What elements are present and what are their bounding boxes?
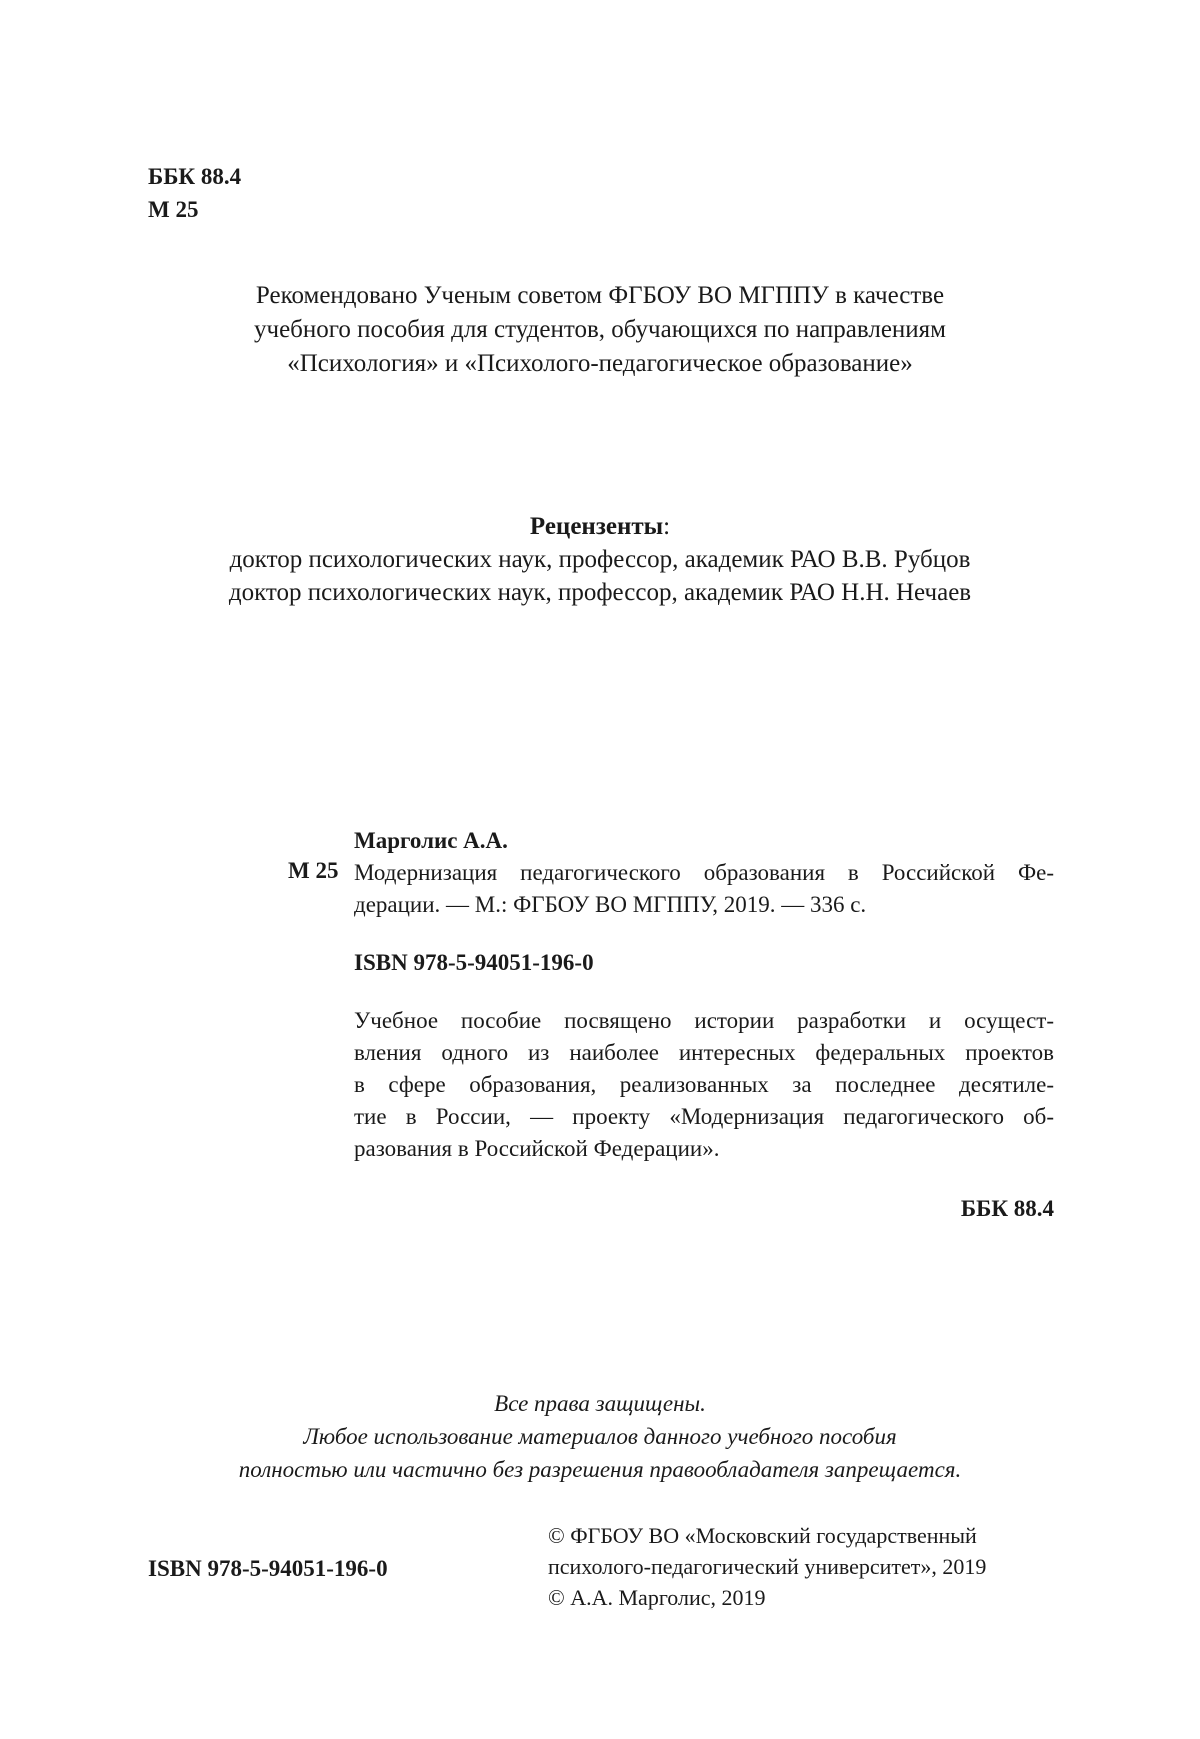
bbk-block: [148, 160, 241, 226]
rights-line: полностью или частично без разрешения правообладателя запрещается.: [238, 1457, 962, 1482]
catalog-abstract-line: разования в Российской Федерации».: [354, 1136, 720, 1161]
reviewer-line: доктор психологических наук, профессор, академик РАО В.В. Рубцов: [229, 546, 971, 573]
rights-line: Все права защищены.: [494, 1391, 706, 1416]
reviewer-line: доктор психологических наук, профессор, академик РАО Н.Н. Нечаев: [228, 579, 972, 606]
catalog-abstract-line: в сфере образования, реализованных за последнее десятиле-: [354, 1072, 1054, 1097]
catalog-abstract-line: Учебное пособие посвящено истории разработки и осущест-: [354, 1008, 1054, 1033]
catalog-author: Марголис А.А.: [354, 828, 508, 853]
catalog-card: [354, 825, 1054, 1225]
recommendation-line: учебного пособия для студентов, обучающихся по направлениям: [254, 316, 946, 343]
reviewers-block: [0, 510, 1200, 609]
bbk-code: ББК 88.4: [148, 164, 242, 189]
copyright-line: психолого-педагогический университет», 2019: [548, 1554, 987, 1579]
catalog-description-line: дерации. — М.: ФГБОУ ВО МГППУ, 2019. — 336 с.: [354, 892, 867, 917]
recommendation-line: «Психология» и «Психолого-педагогическое образование»: [287, 350, 913, 377]
rights-line: Любое использование материалов данного учебного пособия: [303, 1424, 897, 1449]
reviewers-heading-line: [0, 510, 1200, 543]
catalog-bbk: ББК 88.4: [960, 1196, 1054, 1221]
catalog-abstract-line: тие в России, — проекту «Модернизация педагогического об-: [354, 1104, 1054, 1129]
isbn-bottom: ISBN 978-5-94051-196-0: [148, 1556, 388, 1581]
copyright-line: © ФГБОУ ВО «Московский государственный: [548, 1523, 977, 1548]
recommendation-block: [0, 279, 1200, 381]
catalog-description-line: Модернизация педагогического образования в Российской Фе-: [354, 860, 1054, 885]
rights-notice: [0, 1387, 1200, 1486]
reviewers-heading: Рецензенты: [529, 513, 664, 540]
reviewers-colon: :: [663, 513, 671, 540]
catalog-isbn: ISBN 978-5-94051-196-0: [354, 950, 594, 975]
copyright-block: [548, 1520, 986, 1613]
author-mark: М 25: [148, 197, 199, 222]
copyright-line: © А.А. Марголис, 2019: [548, 1585, 766, 1610]
catalog-author-mark: М 25: [288, 858, 339, 883]
catalog-abstract-line: вления одного из наиболее интересных федеральных проектов: [354, 1040, 1054, 1065]
recommendation-line: Рекомендовано Ученым советом ФГБОУ ВО МГППУ в качестве: [255, 282, 945, 309]
